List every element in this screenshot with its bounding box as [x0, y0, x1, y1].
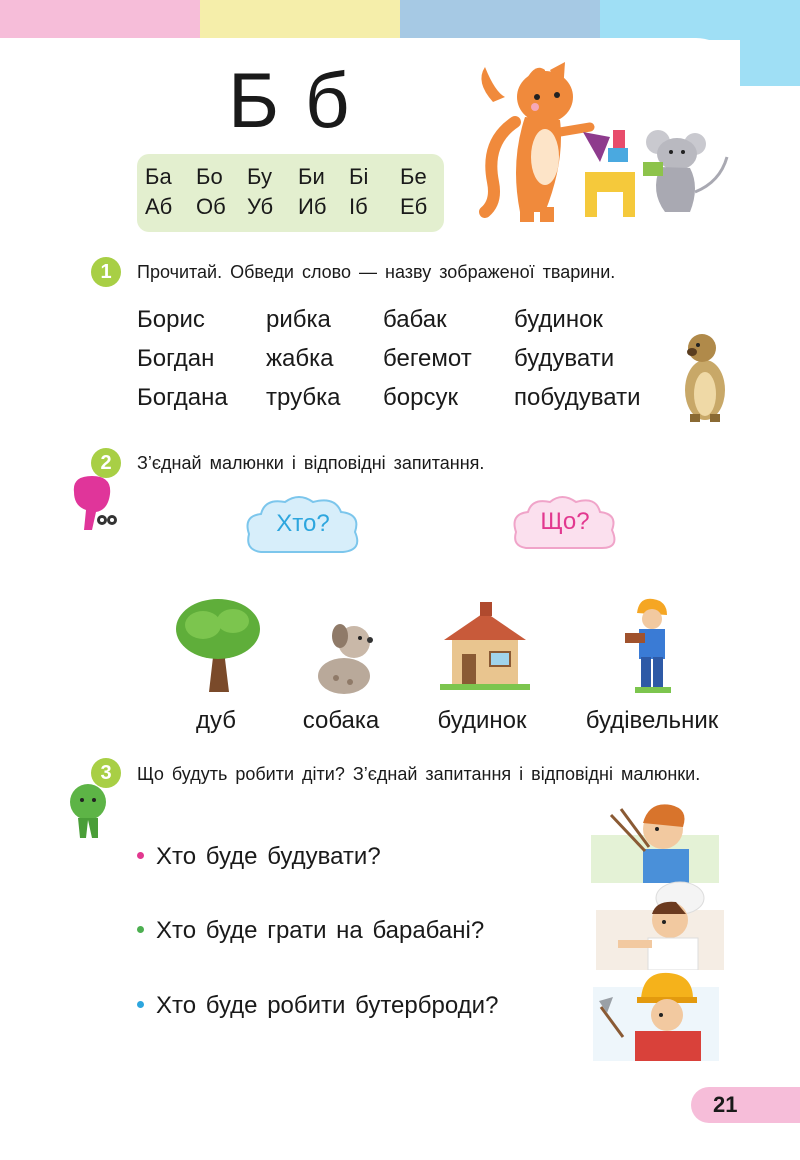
task-1-instruction: Прочитай. Обведи слово — назву зображеної тварини.	[137, 262, 616, 282]
dog-icon[interactable]	[308, 620, 380, 698]
word[interactable]: будувати	[514, 345, 615, 372]
word[interactable]: побудувати	[514, 384, 641, 411]
topbar-segment-blue	[400, 0, 600, 40]
item-label: дуб	[195, 707, 237, 734]
mouse-icon	[643, 130, 727, 212]
page-number-tab	[691, 1087, 800, 1123]
question-text: Хто буде робити бутерброди?	[156, 992, 499, 1019]
word[interactable]: Борис	[137, 306, 205, 333]
boy-chef-icon[interactable]	[596, 880, 724, 970]
task-2-badge: 2	[91, 448, 121, 478]
page-number: 21	[713, 1092, 738, 1117]
marmot-icon	[678, 330, 733, 422]
green-monster-icon	[66, 780, 110, 844]
word[interactable]: жабка	[266, 345, 334, 372]
question-item[interactable]	[137, 992, 498, 1020]
topbar-segment-pink	[0, 0, 200, 40]
cloud-who[interactable]	[243, 492, 363, 560]
word-row	[137, 300, 664, 339]
question-item[interactable]	[137, 917, 484, 945]
cloud-what[interactable]	[510, 492, 620, 556]
syllable: Іб	[349, 194, 368, 219]
syllable-box	[137, 154, 444, 232]
question-text: Хто буде грати на барабані?	[156, 917, 485, 944]
cat-mouse-illustration	[465, 62, 735, 232]
syllable: Бу	[247, 164, 272, 189]
letter-title: Б б	[228, 56, 352, 144]
word[interactable]: бегемот	[383, 345, 472, 372]
cloud-who-label: Хто?	[276, 510, 330, 537]
syllable: Иб	[298, 194, 327, 219]
word[interactable]: Богдан	[137, 345, 215, 372]
bullet-icon	[137, 852, 144, 859]
pink-monster-icon	[68, 472, 120, 534]
word[interactable]: трубка	[266, 384, 341, 411]
word[interactable]: борсук	[383, 384, 458, 411]
item-label: будівельник	[585, 707, 719, 734]
task-1-badge: 1	[91, 257, 121, 287]
syllable: Бе	[400, 164, 427, 189]
cloud-what-label: Що?	[540, 508, 590, 535]
word[interactable]: бабак	[383, 306, 447, 333]
topbar-segment-yellow	[200, 0, 400, 40]
question-item[interactable]	[137, 843, 381, 871]
word[interactable]: рибка	[266, 306, 331, 333]
blocks-icon	[583, 130, 635, 217]
question-text: Хто буде будувати?	[156, 843, 381, 870]
syllable: Бі	[349, 164, 369, 189]
builder-icon[interactable]	[617, 597, 683, 695]
bullet-icon	[137, 1001, 144, 1008]
word-row	[137, 339, 664, 378]
task-3-instruction: Що будуть робити діти? З’єднай запитання і відповідні малюнки.	[137, 764, 701, 784]
task-2-instruction: З’єднай малюнки і відповідні запитання.	[137, 453, 485, 473]
syllable-row-1	[145, 164, 451, 190]
task-1-words	[137, 300, 664, 417]
bullet-icon	[137, 926, 144, 933]
top-color-bar	[0, 0, 800, 40]
boy-builder-icon[interactable]	[593, 967, 719, 1061]
tree-icon[interactable]	[173, 597, 263, 697]
syllable: Би	[298, 164, 325, 189]
syllable: Уб	[247, 194, 274, 219]
task-3-badge: 3	[91, 758, 121, 788]
word[interactable]: Богдана	[137, 384, 228, 411]
syllable: Об	[196, 194, 226, 219]
syllable: Еб	[400, 194, 428, 219]
item-label: собака	[302, 707, 380, 734]
syllable: Бо	[196, 164, 223, 189]
house-icon[interactable]	[440, 602, 530, 692]
syllable: Аб	[145, 194, 173, 219]
boy-drummer-icon[interactable]	[591, 795, 719, 883]
item-label: будинок	[437, 707, 527, 734]
syllable: Ба	[145, 164, 172, 189]
word[interactable]: будинок	[514, 306, 603, 333]
corner-tab	[740, 38, 800, 86]
topbar-segment-cyan	[600, 0, 800, 40]
cat-icon	[481, 62, 590, 222]
syllable-row-2	[145, 194, 451, 220]
word-row	[137, 378, 664, 417]
